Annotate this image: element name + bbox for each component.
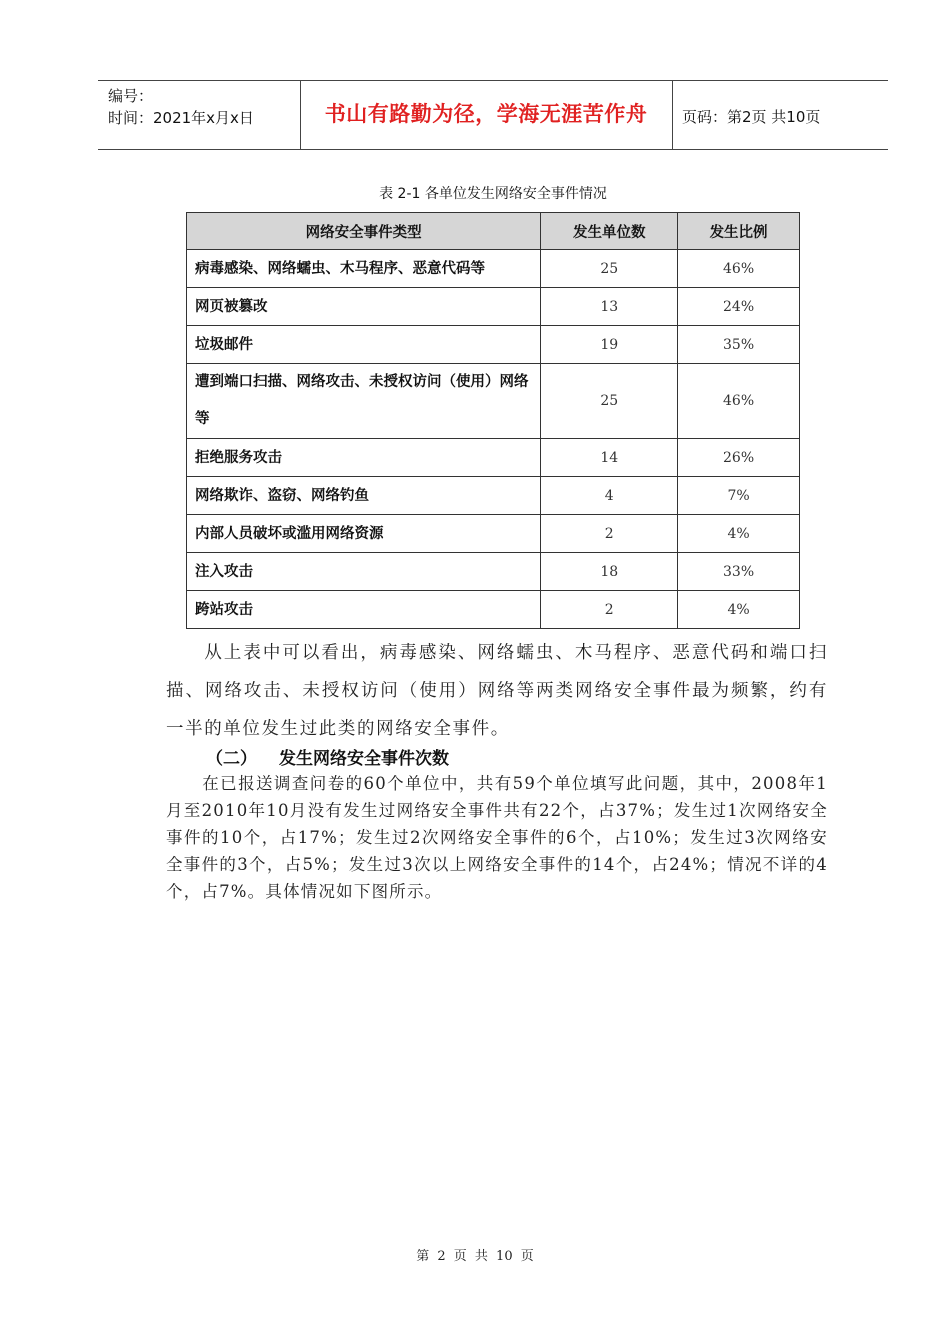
event-type-cell: 垃圾邮件 [187,326,541,364]
analysis-paragraph [166,634,828,748]
serial-label: 编号： [108,87,154,105]
header-divider-2 [672,80,673,150]
header-bottom-rule [98,149,888,150]
unit-count-cell: 4 [541,477,678,515]
event-type-cell: 内部人员破坏或滥用网络资源 [187,515,541,553]
header-top-rule [98,80,888,81]
event-type-cell: 拒绝服务攻击 [187,439,541,477]
table-row [187,439,800,477]
header-page-info: 页码：第2页 共10页 [682,108,821,126]
unit-count-cell: 14 [541,439,678,477]
event-type-cell: 跨站攻击 [187,591,541,629]
ratio-cell: 46% [678,364,800,439]
table-row [187,250,800,288]
incident-count-paragraph-text: 在已报送调查问卷的60个单位中，共有59个单位填写此问题，其中，2008年1月至2010年10月没有发生过网络安全事件共有22个，占37%；发生过1次网络安全事件的10个，占17%；发生过2次网络安全事件的6个，占10%；发生过3次网络安全事件的3个，占5%；发生过3次以上网络安全事件的14个，占24%；情况不详的4个，占7%。具体情况如下图所示。 [166,774,828,901]
event-type-cell: 注入攻击 [187,553,541,591]
table-row [187,288,800,326]
security-events-table [186,212,800,629]
ratio-cell: 7% [678,477,800,515]
incident-count-paragraph [166,770,828,905]
event-type-cell: 病毒感染、网络蠕虫、木马程序、恶意代码等 [187,250,541,288]
ratio-cell: 4% [678,591,800,629]
section-title: 发生网络安全事件次数 [279,749,449,769]
table-header-row [187,213,800,250]
page-footer: 第 2 页 共 10 页 [416,1249,534,1264]
event-type-cell: 遭到端口扫描、网络攻击、未授权访问（使用）网络等 [187,364,541,439]
unit-count-cell: 2 [541,515,678,553]
ratio-cell: 33% [678,553,800,591]
column-header-count: 发生单位数 [541,213,678,250]
ratio-cell: 24% [678,288,800,326]
header-motto: 书山有路勤为径，学海无涯苦作舟 [324,101,648,126]
unit-count-cell: 2 [541,591,678,629]
header-left-block [108,85,254,129]
table-row [187,364,800,439]
column-header-type: 网络安全事件类型 [187,213,541,250]
date-line: 时间：2021年x月x日 [108,109,254,127]
unit-count-cell: 19 [541,326,678,364]
table-row [187,591,800,629]
table-caption: 表 2-1 各单位发生网络安全事件情况 [379,186,607,202]
ratio-cell: 35% [678,326,800,364]
column-header-ratio: 发生比例 [678,213,800,250]
unit-count-cell: 13 [541,288,678,326]
section-heading [206,744,449,769]
analysis-paragraph-text: 从上表中可以看出，病毒感染、网络蠕虫、木马程序、恶意代码和端口扫描、网络攻击、未授权访问（使用）网络等两类网络安全事件最为频繁，约有一半的单位发生过此类的网络安全事件。 [166,643,828,739]
event-type-cell: 网页被篡改 [187,288,541,326]
table-row [187,553,800,591]
event-type-cell: 网络欺诈、盗窃、网络钓鱼 [187,477,541,515]
table-row [187,477,800,515]
ratio-cell: 46% [678,250,800,288]
ratio-cell: 4% [678,515,800,553]
unit-count-cell: 18 [541,553,678,591]
ratio-cell: 26% [678,439,800,477]
table-row [187,326,800,364]
section-number: （二） [206,749,257,769]
table-row [187,515,800,553]
unit-count-cell: 25 [541,364,678,439]
unit-count-cell: 25 [541,250,678,288]
